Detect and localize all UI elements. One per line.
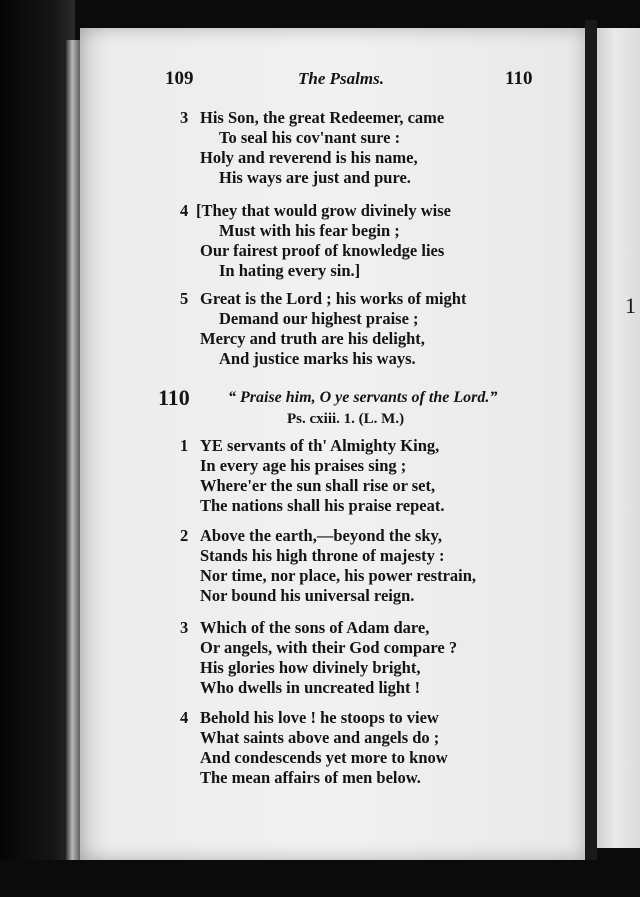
verse-line: In every age his praises sing ; [200,456,407,475]
verse-line: Who dwells in uncreated light ! [200,678,421,697]
stanza-number: 2 [180,526,189,545]
verse-line: Behold his love ! he stoops to view [200,708,439,727]
verse-line: YE servants of th' Almighty King, [200,436,440,455]
running-title: The Psalms. [298,69,384,88]
verse-line: To seal his cov'nant sure : [219,128,401,147]
stanza-number: 1 [180,436,189,455]
verse-line: [They that would grow divinely wise [196,201,452,220]
stanza-number: 3 [180,618,189,637]
verse-line: Holy and reverend is his name, [200,148,418,167]
verse-line: What saints above and angels do ; [200,728,440,747]
verse-line: Or angels, with their God compare ? [200,638,458,657]
psalm-subtitle: “ Praise him, O ye servants of the Lord.” [228,389,498,406]
stanza-number: 5 [180,289,189,308]
stanza-number: 4 [180,201,189,220]
verse-line: Nor bound his universal reign. [200,586,415,605]
psalm-number: 110 [158,385,190,410]
next-page-fragment: 1 [625,293,636,318]
page-header [80,68,585,92]
stanza-number: 3 [180,108,189,127]
verse-line: Mercy and truth are his delight, [200,329,425,348]
verse-line: Stands his high throne of majesty : [200,546,445,565]
verse-line: Great is the Lord ; his works of might [200,289,467,308]
verse-line: The mean affairs of men below. [200,768,421,787]
page-number-left: 109 [165,68,194,89]
book-gutter [585,20,597,870]
verse-line: His glories how divinely bright, [200,658,421,677]
next-page-sliver [597,28,640,848]
scan-background-bottom [0,860,640,897]
verse-line: Must with his fear begin ; [219,221,400,240]
verse-line: Our fairest proof of knowledge lies [200,241,445,260]
verse-line: Which of the sons of Adam dare, [200,618,430,637]
verse-line: In hating every sin.] [219,261,361,280]
verse-line: His Son, the great Redeemer, came [200,108,445,127]
psalm-reference: Ps. cxiii. 1. (L. M.) [287,411,405,427]
verse-line: Above the earth,—beyond the sky, [200,526,443,545]
scan-background-left [0,0,75,897]
verse-line: And condescends yet more to know [200,748,448,767]
verse-line: The nations shall his praise repeat. [200,496,445,515]
stanza-number: 4 [180,708,189,727]
verse-line: His ways are just and pure. [219,168,411,187]
verse-line: Demand our highest praise ; [219,309,419,328]
verse-line: Nor time, nor place, his power restrain, [200,566,477,585]
page-number-right: 110 [505,68,533,89]
page-edge [66,40,80,860]
verse-line: And justice marks his ways. [219,349,416,368]
verse-line: Where'er the sun shall rise or set, [200,476,436,495]
